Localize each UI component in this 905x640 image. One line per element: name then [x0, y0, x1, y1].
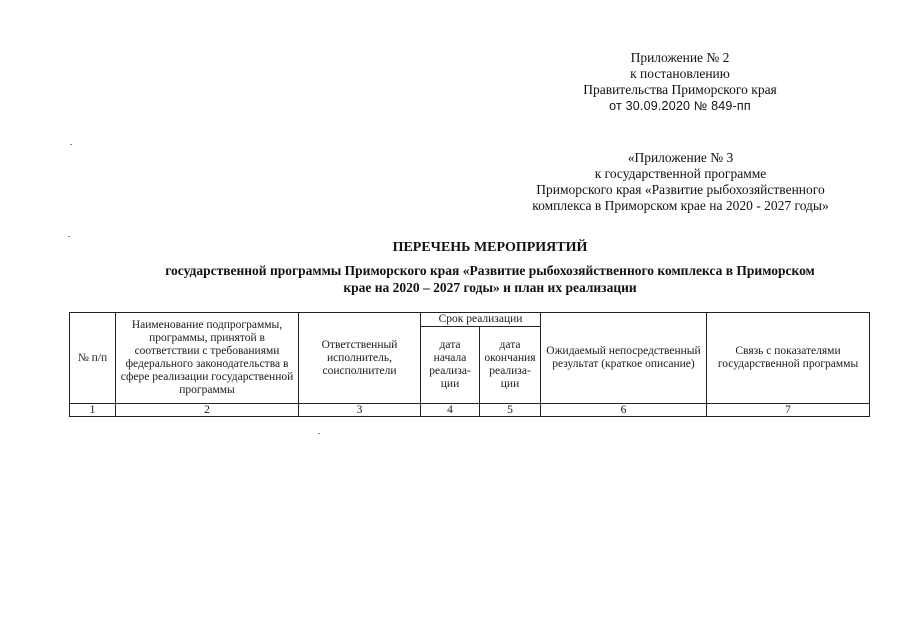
column-number-cell: 6	[541, 404, 707, 417]
appendix-3-header	[498, 150, 863, 214]
appendix-3-program-ref: к государственной программе	[594, 166, 767, 181]
header-period: Срок реализации	[421, 313, 541, 327]
column-number-cell: 5	[480, 404, 541, 417]
scan-speck	[68, 236, 70, 237]
column-number-row	[70, 404, 870, 417]
document-title: ПЕРЕЧЕНЬ МЕРОПРИЯТИЙ	[392, 240, 588, 255]
column-number-cell: 3	[299, 404, 421, 417]
document-subtitle-line-1: государственной программы Приморского края «Развитие рыбохозяйственного комплекса в Приморском	[165, 263, 815, 278]
column-number-cell: 7	[707, 404, 870, 417]
appendix-2-header	[545, 50, 815, 114]
header-start-date: дата начала реализа-ции	[421, 327, 480, 404]
header-expected-result: Ожидаемый непосредственный результат (краткое описание)	[541, 313, 707, 404]
appendix-3-label: «Приложение № 3	[627, 150, 734, 165]
column-number-cell: 4	[421, 404, 480, 417]
scan-speck	[70, 144, 72, 145]
header-end-date: дата окончания реализа-ции	[480, 327, 541, 404]
measures-table	[69, 312, 870, 417]
header-subprogram-name: Наименование подпрограммы, программы, принятой в соответствии с требованиями федерального законодательства в сфере реализации государственной программы	[116, 313, 299, 404]
document-subtitle-line-2: крае на 2020 – 2027 годы» и план их реализации	[343, 280, 637, 295]
appendix-3-program-name-1: Приморского края «Развитие рыбохозяйственного	[536, 182, 825, 197]
column-number-cell: 2	[116, 404, 299, 417]
appendix-2-label: Приложение № 2	[630, 50, 730, 65]
appendix-2-government: Правительства Приморского края	[583, 82, 777, 97]
header-executor: Ответственный исполнитель, соисполнители	[299, 313, 421, 404]
header-indicators-link: Связь с показателями государственной программы	[707, 313, 870, 404]
column-number-cell: 1	[70, 404, 116, 417]
header-number: № п/п	[70, 313, 116, 404]
scan-speck	[318, 433, 320, 434]
appendix-3-program-name-2: комплекса в Приморском крае на 2020 - 2027 годы»	[532, 198, 829, 213]
document-subtitle	[120, 262, 860, 296]
appendix-2-date-number: от 30.09.2020 № 849-пп	[609, 99, 751, 113]
appendix-2-resolution-ref: к постановлению	[630, 66, 730, 81]
